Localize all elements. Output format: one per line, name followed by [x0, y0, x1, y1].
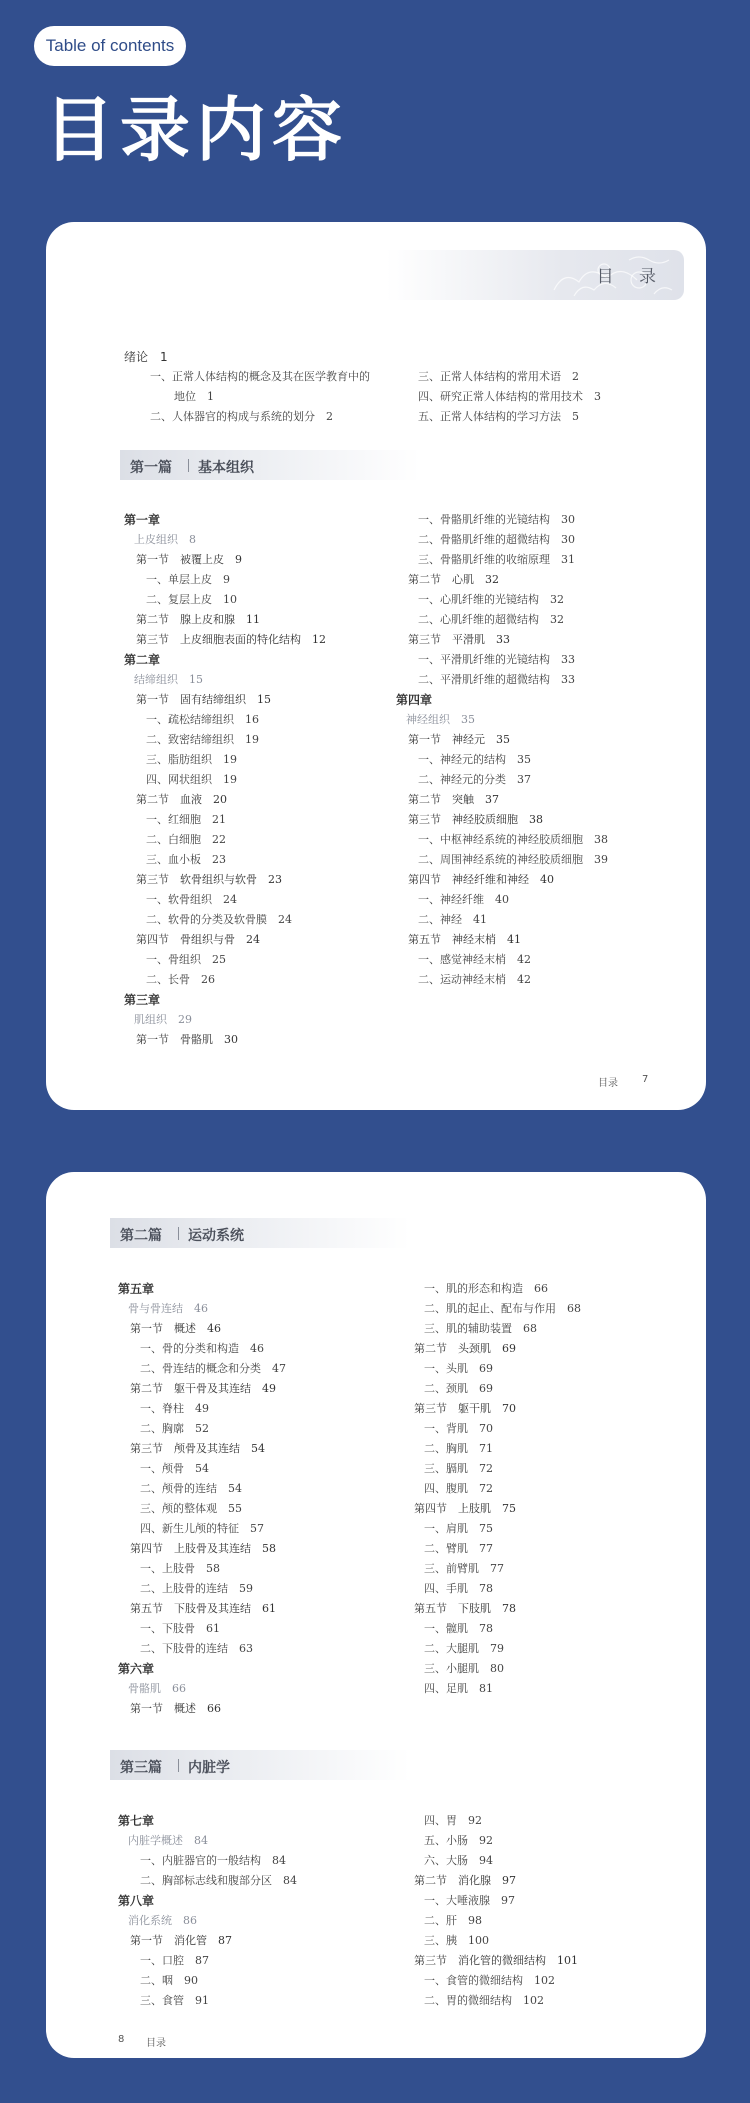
- toc-item: 一、肩肌 75: [424, 1522, 493, 1535]
- toc-item: 二、颈肌 69: [424, 1382, 493, 1395]
- toc-item: 一、头肌 69: [424, 1362, 493, 1375]
- toc-item: 二、上肢骨的连结 59: [140, 1582, 253, 1595]
- toc-item: 二、平滑肌纤维的超微结构 33: [418, 673, 575, 686]
- toc-item: 一、内脏器官的一般结构 84: [140, 1854, 286, 1867]
- toc-item: 三、食管 91: [140, 1994, 209, 2007]
- toc-item: 三、血小板 23: [146, 853, 226, 866]
- section-entry: 第三节 消化管的微细结构 101: [414, 1954, 578, 1967]
- section-entry: 第三节 上皮细胞表面的特化结构 12: [136, 633, 326, 646]
- toc-item: 二、颅骨的连结 54: [140, 1482, 242, 1495]
- toc-item: 一、红细胞 21: [146, 813, 226, 826]
- toc-item: 二、下肢骨的连结 63: [140, 1642, 253, 1655]
- chapter-subtitle: 骨与骨连结 46: [128, 1302, 208, 1315]
- toc-item: 三、胰 100: [424, 1934, 489, 1947]
- section-entry: 第五节 神经末梢 41: [408, 933, 521, 946]
- toc-item: 一、肌的形态和构造 66: [424, 1282, 548, 1295]
- toc-item: 一、神经元的结构 35: [418, 753, 531, 766]
- toc-item: 三、膈肌 72: [424, 1462, 493, 1475]
- toc-item: 四、足肌 81: [424, 1682, 493, 1695]
- toc-header: [386, 250, 684, 300]
- toc-item: 二、复层上皮 10: [146, 593, 237, 606]
- section-entry: 第四节 骨组织与骨 24: [136, 933, 260, 946]
- section-entry: 第二节 躯干骨及其连结 49: [130, 1382, 276, 1395]
- toc-item: 二、咽 90: [140, 1974, 198, 1987]
- toc-item: 六、大肠 94: [424, 1854, 493, 1867]
- toc-item: 一、疏松结缔组织 16: [146, 713, 259, 726]
- section-entry: 第一节 被覆上皮 9: [136, 553, 242, 566]
- part-label: 第三篇: [120, 1760, 162, 1776]
- section-entry: 第一节 神经元 35: [408, 733, 510, 746]
- section-entry: 第二节 头颈肌 69: [414, 1342, 516, 1355]
- toc-item: 一、脊柱 49: [140, 1402, 209, 1415]
- toc-item: 三、小腿肌 80: [424, 1662, 504, 1675]
- section-entry: 第一节 概述 46: [130, 1322, 221, 1335]
- toc-item: 三、正常人体结构的常用术语 2: [418, 370, 579, 383]
- toc-page-7: [46, 222, 706, 1110]
- divider: [178, 1759, 179, 1772]
- chapter-heading: 第三章: [124, 993, 161, 1007]
- section-entry: 第二节 心肌 32: [408, 573, 499, 586]
- chapter-heading: 第一章: [124, 513, 161, 527]
- chapter-subtitle: 肌组织 29: [134, 1013, 192, 1026]
- toc-item: 四、手肌 78: [424, 1582, 493, 1595]
- toc-item: 四、胃 92: [424, 1814, 482, 1827]
- toc-item: 二、胸廓 52: [140, 1422, 209, 1435]
- toc-item: 一、骨骼肌纤维的光镜结构 30: [418, 513, 575, 526]
- toc-item: 二、骨连结的概念和分类 47: [140, 1362, 286, 1375]
- toc-item: 二、胸部标志线和腹部分区 84: [140, 1874, 297, 1887]
- toc-item: 五、正常人体结构的学习方法 5: [418, 410, 579, 423]
- section-entry: 第三节 神经胶质细胞 38: [408, 813, 543, 826]
- toc-item: 一、正常人体结构的概念及其在医学教育中的: [150, 370, 370, 383]
- chapter-subtitle: 内脏学概述 84: [128, 1834, 208, 1847]
- section-entry: 第一节 固有结缔组织 15: [136, 693, 271, 706]
- toc-item: 二、白细胞 22: [146, 833, 226, 846]
- toc-item: 五、小肠 92: [424, 1834, 493, 1847]
- toc-item: 四、腹肌 72: [424, 1482, 493, 1495]
- toc-item: 一、食管的微细结构 102: [424, 1974, 555, 1987]
- section-entry: 第三节 颅骨及其连结 54: [130, 1442, 265, 1455]
- divider: [188, 459, 189, 472]
- toc-item: 二、人体器官的构成与系统的划分 2: [150, 410, 333, 423]
- chapter-heading: 第六章: [118, 1662, 155, 1676]
- toc-item: 二、运动神经末梢 42: [418, 973, 531, 986]
- toc-item: 三、脂肪组织 19: [146, 753, 237, 766]
- part-label: 第二篇: [120, 1228, 162, 1244]
- section-entry: 第一节 骨骼肌 30: [136, 1033, 238, 1046]
- part-one-heading: [120, 450, 420, 480]
- chapter-subtitle: 消化系统 86: [128, 1914, 197, 1927]
- toc-item: 一、大唾液腺 97: [424, 1894, 515, 1907]
- footer-label: 目录: [146, 2038, 166, 2049]
- toc-item: 一、背肌 70: [424, 1422, 493, 1435]
- toc-item: 四、新生儿颅的特征 57: [140, 1522, 264, 1535]
- part-subtitle: 内脏学: [188, 1760, 230, 1776]
- toc-item: 一、髋肌 78: [424, 1622, 493, 1635]
- chapter-heading: 第四章: [396, 693, 433, 707]
- toc-item: 二、肌的起止、配布与作用 68: [424, 1302, 581, 1315]
- toc-item: 一、中枢神经系统的神经胶质细胞 38: [418, 833, 608, 846]
- toc-item: 地位 1: [174, 390, 214, 403]
- toc-title: 目 录: [596, 267, 666, 287]
- chapter-subtitle: 神经组织 35: [406, 713, 475, 726]
- toc-item: 三、肌的辅助装置 68: [424, 1322, 537, 1335]
- toc-item: 二、臂肌 77: [424, 1542, 493, 1555]
- part-two-heading: [110, 1218, 410, 1248]
- toc-item: 一、软骨组织 24: [146, 893, 237, 906]
- toc-item: 二、胃的微细结构 102: [424, 1994, 544, 2007]
- toc-item: 二、长骨 26: [146, 973, 215, 986]
- part-three-heading: [110, 1750, 410, 1780]
- section-entry: 第四节 神经纤维和神经 40: [408, 873, 554, 886]
- toc-item: 一、上肢骨 58: [140, 1562, 220, 1575]
- toc-item: 二、骨骼肌纤维的超微结构 30: [418, 533, 575, 546]
- section-entry: 第四节 上肢肌 75: [414, 1502, 516, 1515]
- page-title: 目录内容: [44, 89, 348, 171]
- section-entry: 第三节 躯干肌 70: [414, 1402, 516, 1415]
- chapter-subtitle: 上皮组织 8: [134, 533, 196, 546]
- toc-item: 三、前臂肌 77: [424, 1562, 504, 1575]
- toc-item: 二、神经 41: [418, 913, 487, 926]
- toc-item: 一、神经纤维 40: [418, 893, 509, 906]
- toc-item: 一、单层上皮 9: [146, 573, 230, 586]
- toc-item: 二、软骨的分类及软骨膜 24: [146, 913, 292, 926]
- toc-item: 二、大腿肌 79: [424, 1642, 504, 1655]
- toc-item: 一、平滑肌纤维的光镜结构 33: [418, 653, 575, 666]
- section-entry: 第二节 血液 20: [136, 793, 227, 806]
- section-entry: 第三节 软骨组织与软骨 23: [136, 873, 282, 886]
- divider: [178, 1227, 179, 1240]
- part-label: 第一篇: [130, 460, 172, 476]
- toc-item: 一、骨组织 25: [146, 953, 226, 966]
- section-entry: 第五节 下肢骨及其连结 61: [130, 1602, 276, 1615]
- toc-page-8: [46, 1172, 706, 2058]
- table-of-contents-pill: Table of contents: [34, 26, 186, 66]
- toc-item: 一、口腔 87: [140, 1954, 209, 1967]
- section-entry: 第一节 概述 66: [130, 1702, 221, 1715]
- section-entry: 第二节 腺上皮和腺 11: [136, 613, 260, 626]
- page-number: 7: [642, 1074, 649, 1085]
- toc-item: 三、颅的整体观 55: [140, 1502, 242, 1515]
- toc-item: 二、肝 98: [424, 1914, 482, 1927]
- toc-item: 一、感觉神经末梢 42: [418, 953, 531, 966]
- part-subtitle: 运动系统: [188, 1228, 244, 1244]
- section-entry: 第二节 消化腺 97: [414, 1874, 516, 1887]
- toc-item: 一、颅骨 54: [140, 1462, 209, 1475]
- toc-item: 一、骨的分类和构造 46: [140, 1342, 264, 1355]
- toc-item: 一、下肢骨 61: [140, 1622, 220, 1635]
- toc-item: 一、心肌纤维的光镜结构 32: [418, 593, 564, 606]
- toc-item: 二、致密结缔组织 19: [146, 733, 259, 746]
- toc-item: 二、心肌纤维的超微结构 32: [418, 613, 564, 626]
- toc-item: 二、胸肌 71: [424, 1442, 493, 1455]
- section-entry: 第四节 上肢骨及其连结 58: [130, 1542, 276, 1555]
- toc-item: 四、研究正常人体结构的常用技术 3: [418, 390, 601, 403]
- chapter-subtitle: 骨骼肌 66: [128, 1682, 186, 1695]
- section-entry: 第五节 下肢肌 78: [414, 1602, 516, 1615]
- chapter-heading: 第二章: [124, 653, 161, 667]
- chapter-heading: 第七章: [118, 1814, 155, 1828]
- chapter-subtitle: 结缔组织 15: [134, 673, 203, 686]
- footer-label: 目录: [598, 1078, 618, 1089]
- part-subtitle: 基本组织: [198, 460, 254, 476]
- chapter-heading: 第五章: [118, 1282, 155, 1296]
- toc-item: 二、神经元的分类 37: [418, 773, 531, 786]
- toc-item: 二、周围神经系统的神经胶质细胞 39: [418, 853, 608, 866]
- section-entry: 第二节 突触 37: [408, 793, 499, 806]
- chapter-heading: 第八章: [118, 1894, 155, 1908]
- page-number: 8: [118, 2034, 125, 2045]
- toc-item: 三、骨骼肌纤维的收缩原理 31: [418, 553, 575, 566]
- intro-heading: 绪论 1: [124, 350, 168, 364]
- toc-item: 四、网状组织 19: [146, 773, 237, 786]
- section-entry: 第三节 平滑肌 33: [408, 633, 510, 646]
- section-entry: 第一节 消化管 87: [130, 1934, 232, 1947]
